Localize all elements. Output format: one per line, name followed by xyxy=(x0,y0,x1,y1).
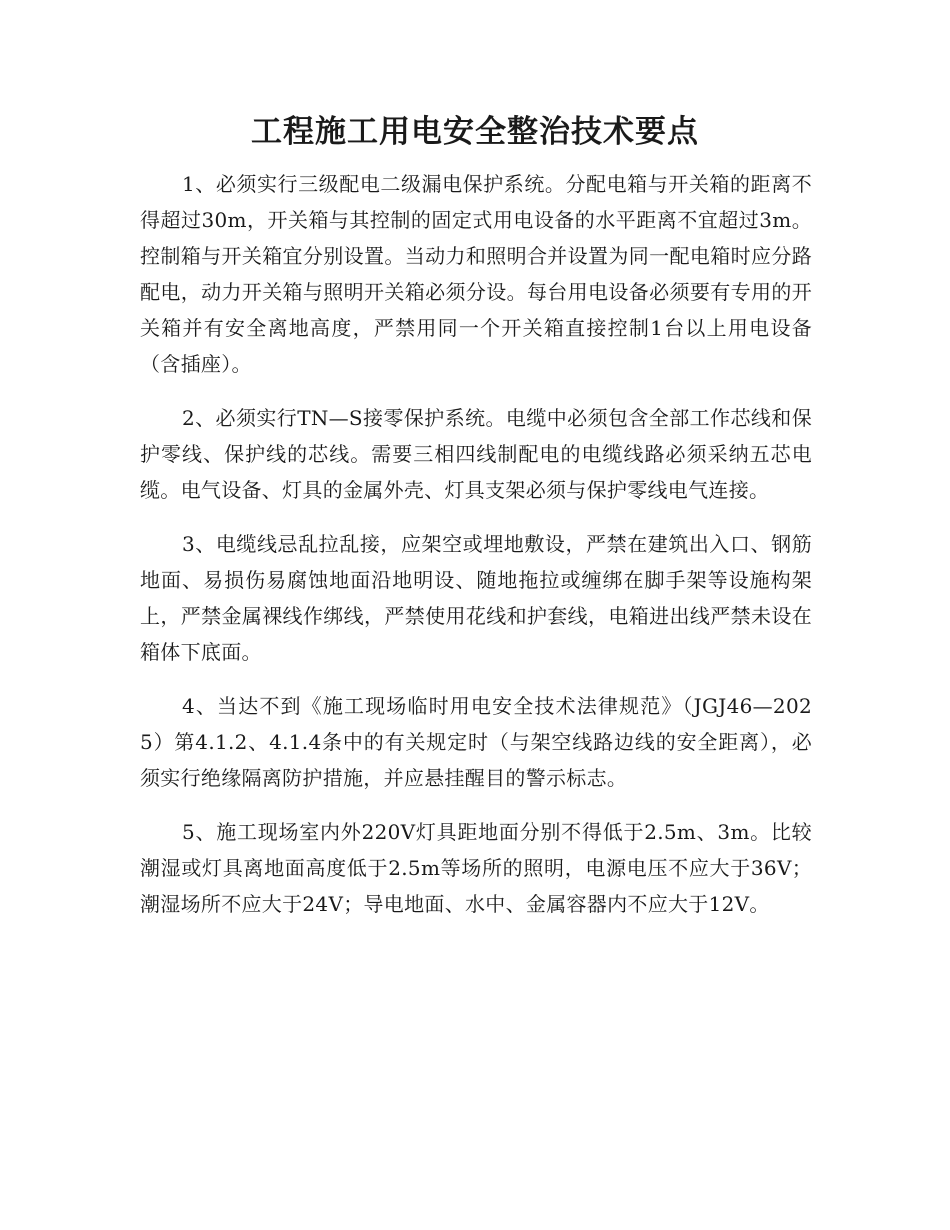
paragraph-4: 4、当达不到《施工现场临时用电安全技术法律规范》（JGJ46—2025）第4.1.2、4.1.4条中的有关规定时（与架空线路边线的安全距离），必须实行绝缘隔离防护措施，并应悬挂醒目的警示标志。 xyxy=(140,694,812,790)
paragraph-1: 1、必须实行三级配电二级漏电保护系统。分配电箱与开关箱的距离不得超过30m，开关箱与其控制的固定式用电设备的水平距离不宜超过3m。控制箱与开关箱宜分别设置。当动力和照明合并设置为同一配电箱时应分路配电，动力开关箱与照明开关箱必须分设。每台用电设备必须要有专用的开关箱并有安全离地高度，严禁用同一个开关箱直接控制1台以上用电设备（含插座）。 xyxy=(140,172,812,376)
document-body xyxy=(140,166,812,940)
paragraph-2: 2、必须实行TN—S接零保护系统。电缆中必须包含全部工作芯线和保护零线、保护线的芯线。需要三相四线制配电的电缆线路必须采纳五芯电缆。电气设备、灯具的金属外壳、灯具支架必须与保护零线电气连接。 xyxy=(140,406,812,502)
document-title: 工程施工用电安全整治技术要点 xyxy=(251,114,699,150)
paragraph-3: 3、电缆线忌乱拉乱接，应架空或埋地敷设，严禁在建筑出入口、钢筋地面、易损伤易腐蚀地面沿地明设、随地拖拉或缠绑在脚手架等设施构架上，严禁金属裸线作绑线，严禁使用花线和护套线，电箱进出线严禁未设在箱体下底面。 xyxy=(140,532,812,664)
paragraph-5: 5、施工现场室内外220V灯具距地面分别不得低于2.5m、3m。比较潮湿或灯具离地面高度低于2.5m等场所的照明，电源电压不应大于36V；潮湿场所不应大于24V；导电地面、水中、金属容器内不应大于12V。 xyxy=(140,820,812,916)
